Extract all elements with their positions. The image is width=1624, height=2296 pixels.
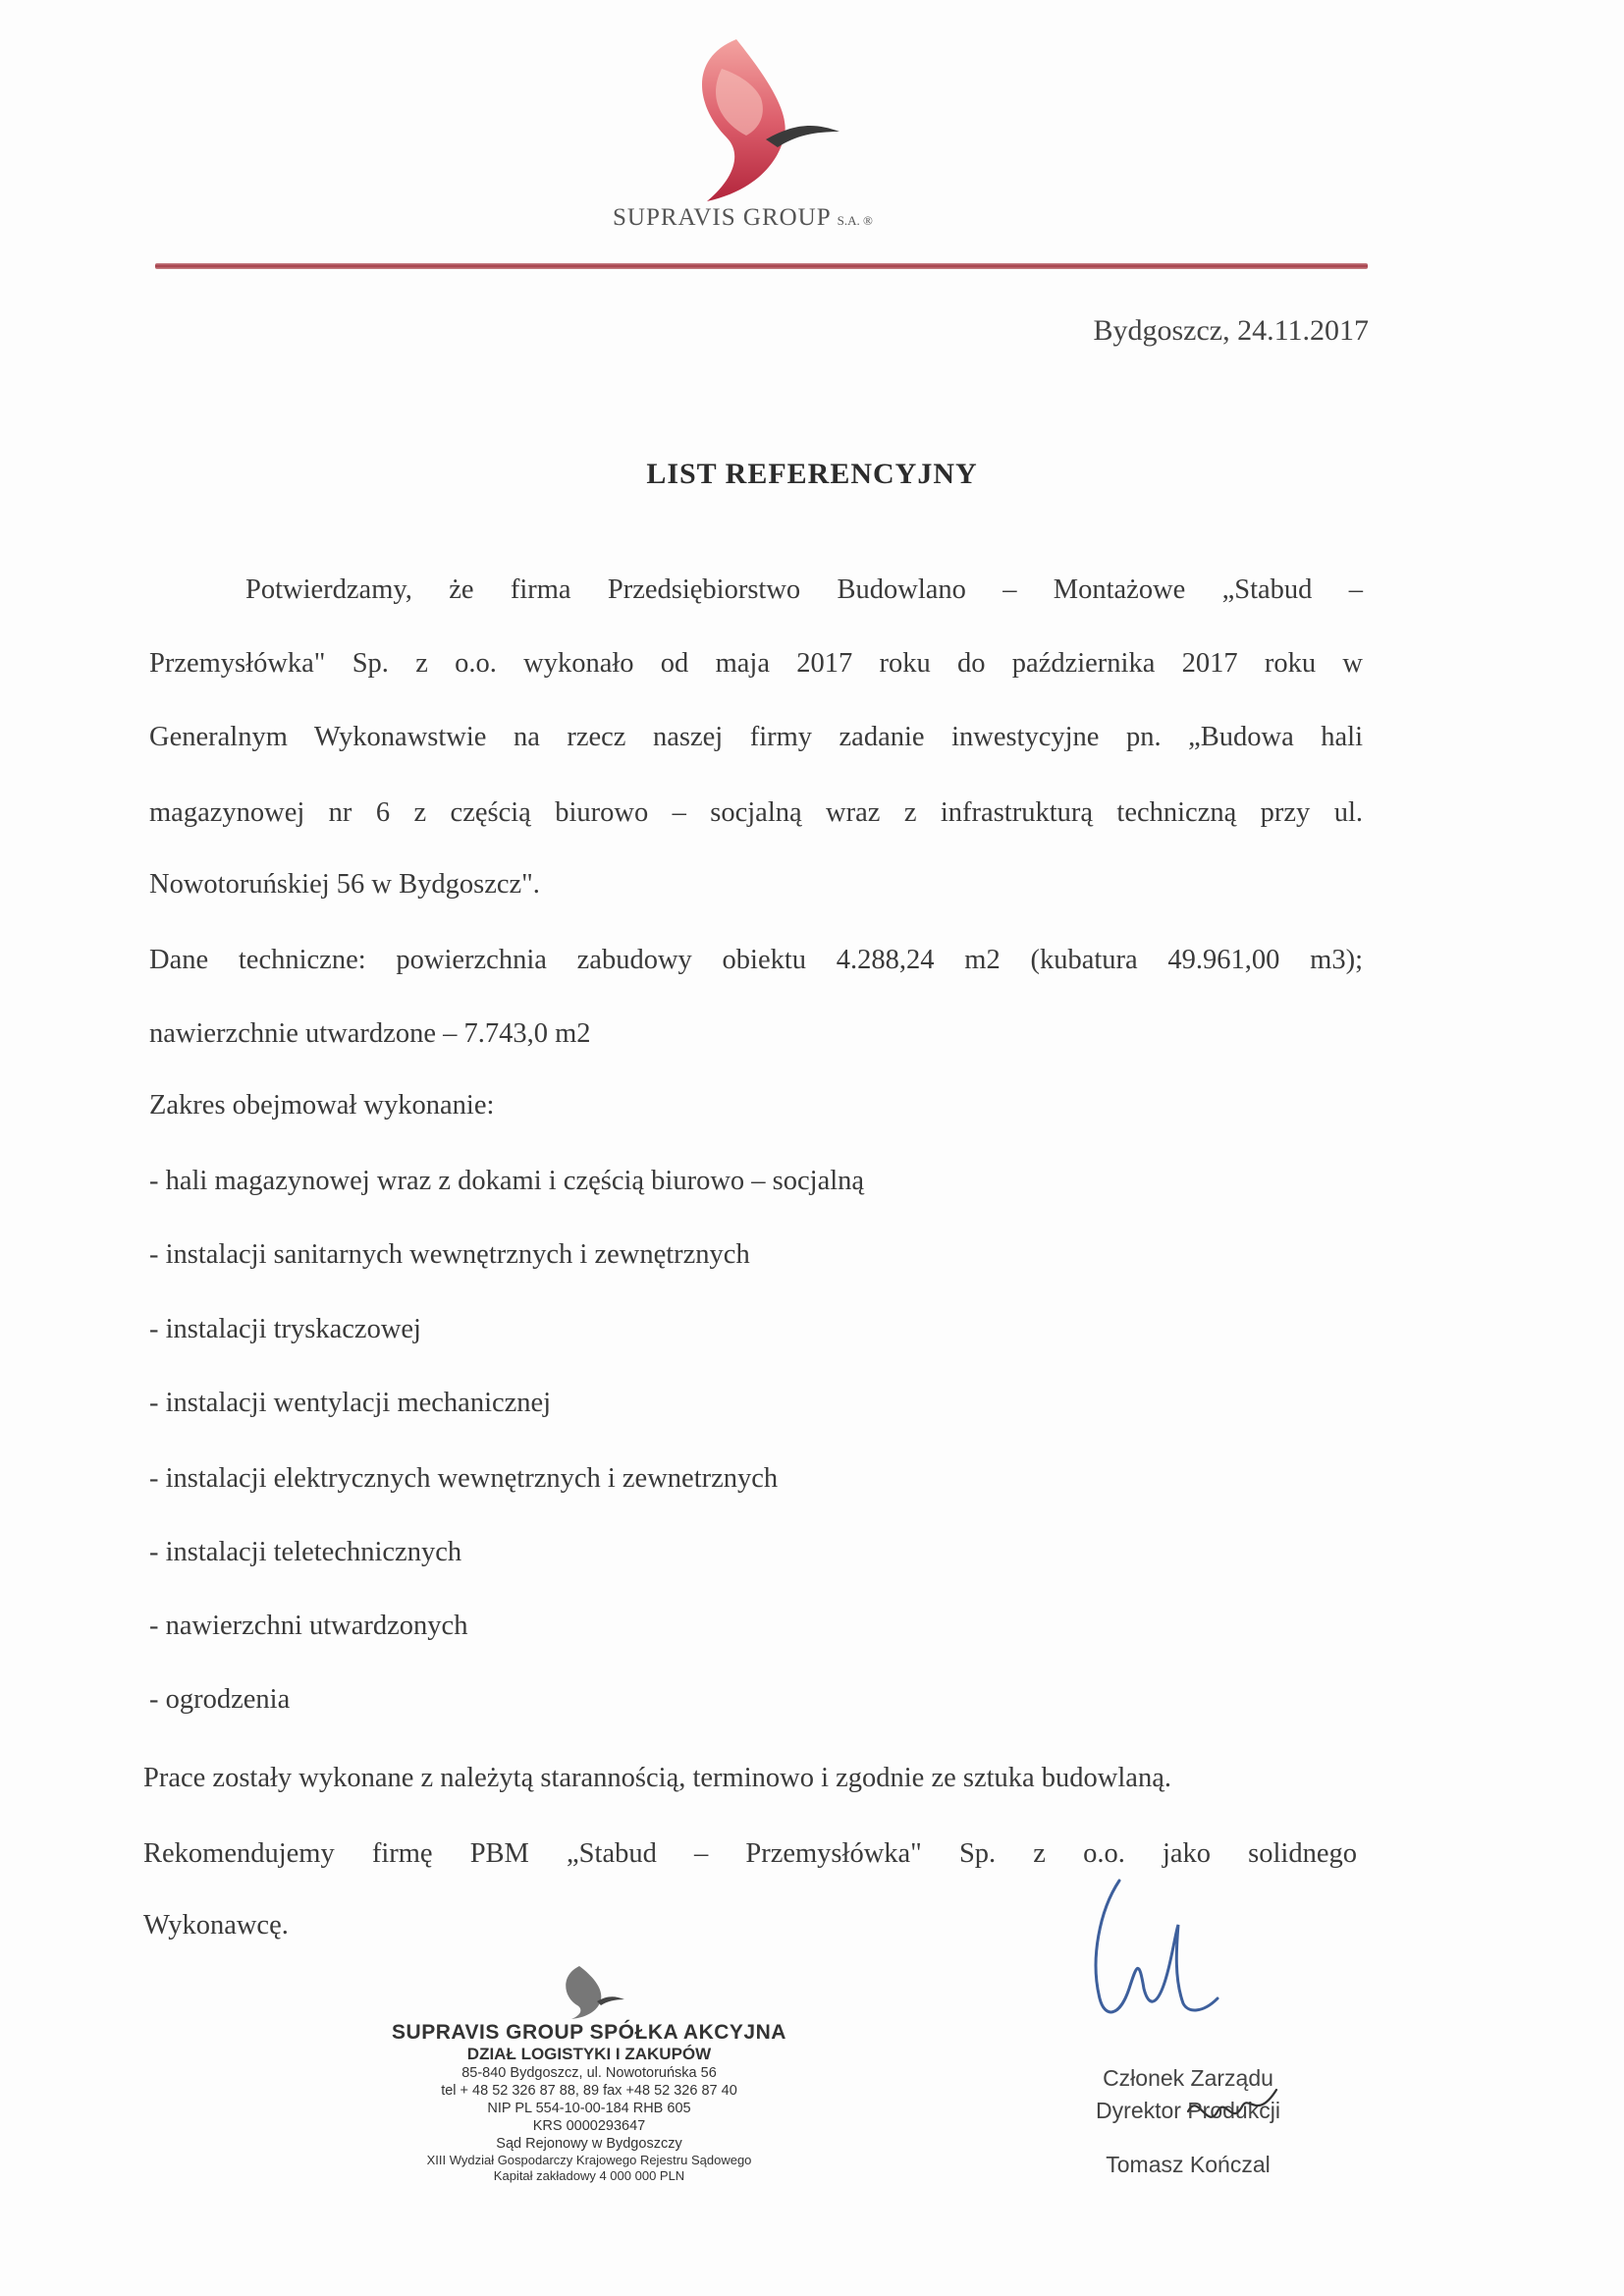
body-line: Dane techniczne: powierzchnia zabudowy obiektu 4.288,24 m2 (kubatura 49.961,00 m3); [149,945,1363,975]
header-divider [155,263,1368,269]
letter-title: LIST REFERENCYJNY [646,458,978,490]
list-item: - nawierzchni utwardzonych [149,1611,468,1641]
body-line: Generalnym Wykonawstwie na rzecz naszej firmy zadanie inwestycyjne pn. „Budowa hali [149,722,1363,752]
body-line: Przemysłówka" Sp. z o.o. wykonało od maja 2017 roku do października 2017 roku w [149,648,1363,679]
signatory-name: Tomasz Kończal [1106,2152,1271,2177]
letter-date: Bydgoszcz, 24.11.2017 [1093,314,1369,347]
supravis-wing-logo-icon [668,29,864,206]
list-item: - hali magazynowej wraz z dokami i częścią biurowo – socjalną [149,1166,865,1196]
body-line: magazynowej nr 6 z częścią biurowo – socjalną wraz z infrastrukturą techniczną przy ul. [149,797,1363,828]
stamp-register: XIII Wydział Gospodarczy Krajowego Rejestru Sądowego [426,2153,752,2167]
list-item: - instalacji tryskaczowej [149,1314,421,1344]
stamp-wing-logo-icon [550,1964,628,2021]
small-signature-icon [1178,2082,1286,2141]
body-line: Prace zostały wykonane z należytą starannością, terminowo i zgodnie ze sztuka budowlaną. [143,1763,1171,1793]
stamp-address: 85-840 Bydgoszcz, ul. Nowotoruńska 56 [461,2065,717,2081]
stamp-phone: tel + 48 52 326 87 88, 89 fax +48 52 326 87 40 [441,2083,737,2099]
body-line: nawierzchnie utwardzone – 7.743,0 m2 [149,1018,591,1049]
letterhead-logo [550,29,962,241]
list-item: - instalacji sanitarnych wewnętrznych i zewnętrznych [149,1239,750,1270]
signatory-role: Członek Zarządu [1103,2065,1273,2091]
body-line: Wykonawcę. [143,1910,289,1941]
stamp-nip: NIP PL 554-10-00-184 RHB 605 [487,2101,691,2116]
stamp-krs: KRS 0000293647 [532,2118,646,2134]
list-item: - ogrodzenia [149,1684,291,1715]
stamp-company-name: SUPRAVIS GROUP SPÓŁKA AKCYJNA [392,2021,786,2044]
body-line: Nowotoruńskiej 56 w Bydgoszcz". [149,869,540,900]
company-name: SUPRAVIS GROUP S.A. ® [613,204,873,231]
stamp-court: Sąd Rejonowy w Bydgoszczy [496,2136,682,2152]
list-item: - instalacji elektrycznych wewnętrznych i zewnetrznych [149,1463,779,1494]
handwritten-signature-icon [1060,1871,1237,2028]
list-item: - instalacji teletechnicznych [149,1537,462,1567]
stamp-department: DZIAŁ LOGISTYKI I ZAKUPÓW [466,2045,712,2063]
company-stamp [353,1964,825,2184]
scope-intro: Zakres obejmował wykonanie: [149,1090,495,1121]
list-item: - instalacji wentylacji mechanicznej [149,1388,552,1418]
body-line: Potwierdzamy, że firma Przedsiębiorstwo Budowlano – Montażowe „Stabud – [245,574,1363,605]
stamp-capital: Kapitał zakładowy 4 000 000 PLN [493,2168,685,2183]
signatory-title: Dyrektor Produkcji [1096,2098,1280,2123]
body-line: Rekomendujemy firmę PBM „Stabud – Przemysłówka" Sp. z o.o. jako solidnego [143,1838,1357,1869]
